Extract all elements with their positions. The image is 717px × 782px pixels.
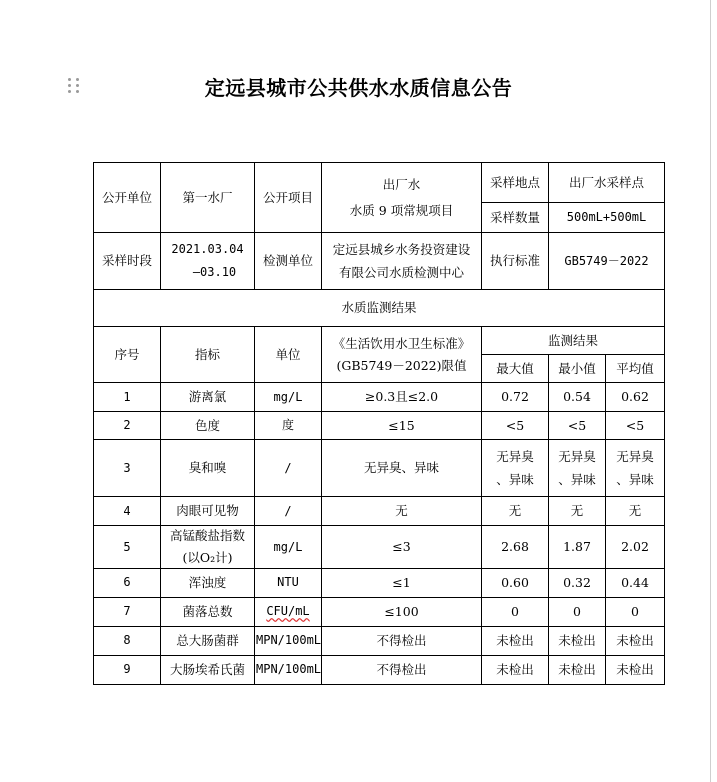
unit-value: 第一水厂 — [161, 163, 255, 233]
row-seq: 2 — [94, 412, 161, 440]
row-limit: 不得检出 — [322, 655, 482, 684]
row-avg: 未检出 — [606, 655, 665, 684]
table-row — [94, 497, 665, 526]
row-max: 0 — [482, 597, 549, 626]
header-avg: 平均值 — [606, 355, 665, 383]
row-seq: 4 — [94, 497, 161, 526]
row-max: 未检出 — [482, 655, 549, 684]
header-unit: 单位 — [255, 327, 322, 383]
row-limit: 无 — [322, 497, 482, 526]
row-seq: 7 — [94, 597, 161, 626]
row-indicator: 高锰酸盐指数 (以O₂计) — [161, 526, 255, 569]
row-indicator: 大肠埃希氏菌 — [161, 655, 255, 684]
time-label: 采样时段 — [94, 233, 161, 290]
row-min: 0.54 — [549, 383, 606, 412]
row-seq: 5 — [94, 526, 161, 569]
header-max: 最大值 — [482, 355, 549, 383]
row-max: 未检出 — [482, 626, 549, 655]
row-unit: MPN/100mL — [255, 626, 322, 655]
row-max: 0.72 — [482, 383, 549, 412]
header-min: 最小值 — [549, 355, 606, 383]
row-seq: 6 — [94, 568, 161, 597]
row-limit: ≤15 — [322, 412, 482, 440]
row-unit: / — [255, 497, 322, 526]
row-min: 无异臭 、异味 — [549, 440, 606, 497]
header-seq: 序号 — [94, 327, 161, 383]
row-limit: ≤1 — [322, 568, 482, 597]
row-min: 未检出 — [549, 655, 606, 684]
lab-label: 检测单位 — [255, 233, 322, 290]
row-indicator: 游离氯 — [161, 383, 255, 412]
header-limit: 《生活饮用水卫生标准》 (GB5749－2022)限值 — [322, 327, 482, 383]
row-avg: 2.02 — [606, 526, 665, 569]
table-row — [94, 526, 665, 569]
row-min: 无 — [549, 497, 606, 526]
section-title: 水质监测结果 — [94, 290, 665, 327]
row-indicator: 臭和嗅 — [161, 440, 255, 497]
table-row — [94, 440, 665, 497]
row-avg: 无 — [606, 497, 665, 526]
row-indicator: 色度 — [161, 412, 255, 440]
row-indicator: 菌落总数 — [161, 597, 255, 626]
row-unit: CFU/mL — [255, 597, 322, 626]
row-seq: 1 — [94, 383, 161, 412]
row-seq: 3 — [94, 440, 161, 497]
row-max: 2.68 — [482, 526, 549, 569]
row-unit: mg/L — [255, 383, 322, 412]
row-min: 未检出 — [549, 626, 606, 655]
page-edge-divider — [710, 0, 711, 782]
unit-label: 公开单位 — [94, 163, 161, 233]
row-max: 无异臭 、异味 — [482, 440, 549, 497]
row-min: 0 — [549, 597, 606, 626]
table-row — [94, 626, 665, 655]
table-row — [94, 412, 665, 440]
item-label: 公开项目 — [255, 163, 322, 233]
row-avg: 无异臭 、异味 — [606, 440, 665, 497]
table-row — [94, 383, 665, 412]
table-row — [94, 568, 665, 597]
row-limit: 无异臭、异味 — [322, 440, 482, 497]
row-min: <5 — [549, 412, 606, 440]
std-value: GB5749－2022 — [549, 233, 665, 290]
row-max: 无 — [482, 497, 549, 526]
lab-value: 定远县城乡水务投资建设 有限公司水质检测中心 — [322, 233, 482, 290]
row-avg: 未检出 — [606, 626, 665, 655]
row-indicator: 总大肠菌群 — [161, 626, 255, 655]
row-avg: 0 — [606, 597, 665, 626]
row-avg: <5 — [606, 412, 665, 440]
row-limit: ≤100 — [322, 597, 482, 626]
row-limit: ≤3 — [322, 526, 482, 569]
row-unit: MPN/100mL — [255, 655, 322, 684]
row-avg: 0.44 — [606, 568, 665, 597]
water-quality-table — [93, 162, 665, 685]
row-avg: 0.62 — [606, 383, 665, 412]
site-value: 出厂水采样点 — [549, 163, 665, 203]
row-min: 1.87 — [549, 526, 606, 569]
page-title: 定远县城市公共供水水质信息公告 — [204, 76, 513, 100]
row-limit: ≥0.3且≤2.0 — [322, 383, 482, 412]
row-unit: / — [255, 440, 322, 497]
row-max: <5 — [482, 412, 549, 440]
header-indicator: 指标 — [161, 327, 255, 383]
row-unit: mg/L — [255, 526, 322, 569]
time-value: 2021.03.04 —03.10 — [161, 233, 255, 290]
row-indicator: 肉眼可见物 — [161, 497, 255, 526]
row-max: 0.60 — [482, 568, 549, 597]
site-label: 采样地点 — [482, 163, 549, 203]
header-results: 监测结果 — [482, 327, 665, 355]
row-limit: 不得检出 — [322, 626, 482, 655]
row-seq: 9 — [94, 655, 161, 684]
row-unit: NTU — [255, 568, 322, 597]
row-indicator: 浑浊度 — [161, 568, 255, 597]
std-label: 执行标准 — [482, 233, 549, 290]
row-seq: 8 — [94, 626, 161, 655]
item-value: 出厂水 水质 9 项常规项目 — [322, 163, 482, 233]
row-min: 0.32 — [549, 568, 606, 597]
table-row — [94, 655, 665, 684]
qty-label: 采样数量 — [482, 203, 549, 233]
row-unit: 度 — [255, 412, 322, 440]
qty-value: 500mL+500mL — [549, 203, 665, 233]
table-row — [94, 597, 665, 626]
